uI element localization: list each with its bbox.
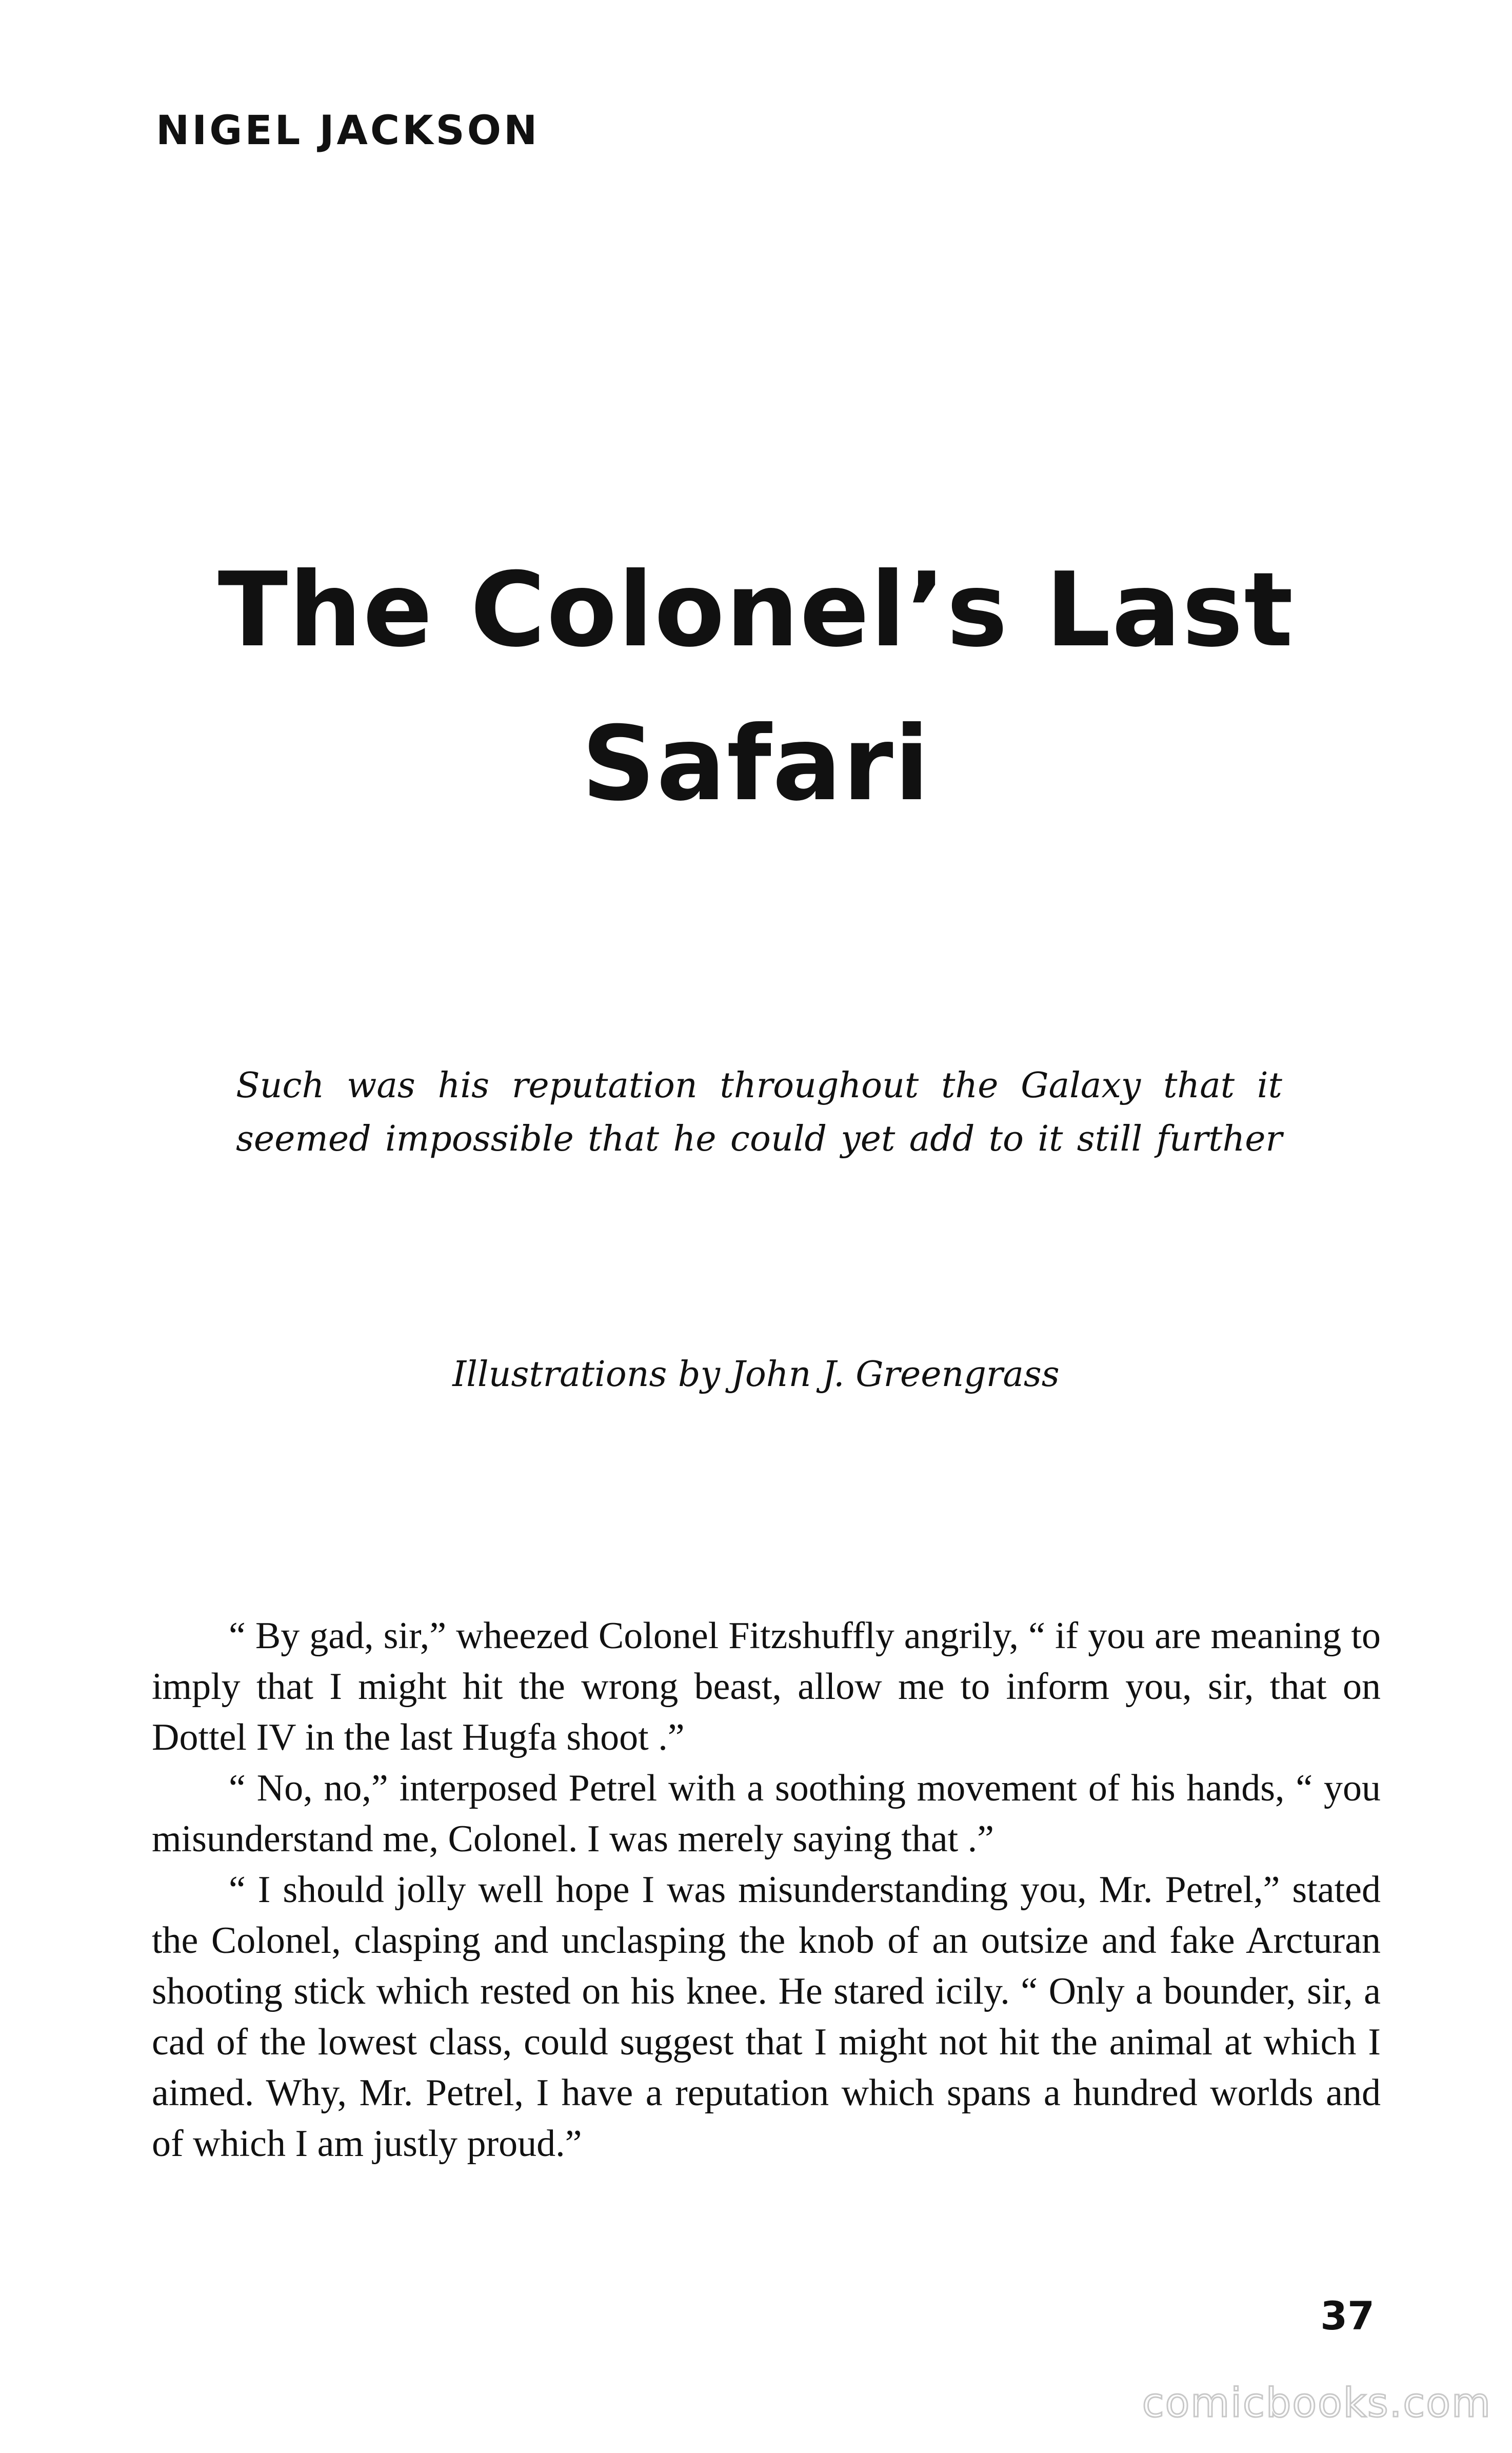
body-paragraph: “ I should jolly well hope I was misunderstanding you, Mr. Petrel,” stated the Colonel, clasping and unclasping the knob of an outsize and fake Arcturan shooting stick which rested on his knee. He stared icily. “ Only a bounder, sir, a cad of the lowest class, could suggest that I might not hit the animal at which I aimed. Why, Mr. Petrel, I have a reputation which spans a hundred worlds and of which I am justly proud.” (152, 1869, 1381, 2165)
body-paragraph: “ No, no,” interposed Petrel with a soothing movement of his hands, “ you misunderstand me, Colonel. I was merely saying that .” (152, 1767, 1381, 1860)
story-body (152, 1611, 1381, 2169)
body-paragraph: “ By gad, sir,” wheezed Colonel Fitzshuffly angrily, “ if you are meaning to imply that I might hit the wrong beast, allow me to inform you, sir, that on Dottel IV in the last Hugfa shoot .” (152, 1615, 1381, 1758)
watermark: comicbooks.com (1142, 2380, 1491, 2426)
author-name: NIGEL JACKSON (156, 108, 540, 154)
standfirst: Such was his reputation throughout the Galaxy that it seemed impossible that he could yet add to it still further (236, 1065, 1282, 1159)
story-title (0, 550, 1512, 824)
illustrations-credit: Illustrations by John J. Greengrass (452, 1354, 1060, 1395)
story-title-line-2: Safari (581, 704, 931, 824)
story-title-line-1: The Colonel’s Last (217, 550, 1295, 670)
page-number: 37 (1320, 2293, 1375, 2339)
